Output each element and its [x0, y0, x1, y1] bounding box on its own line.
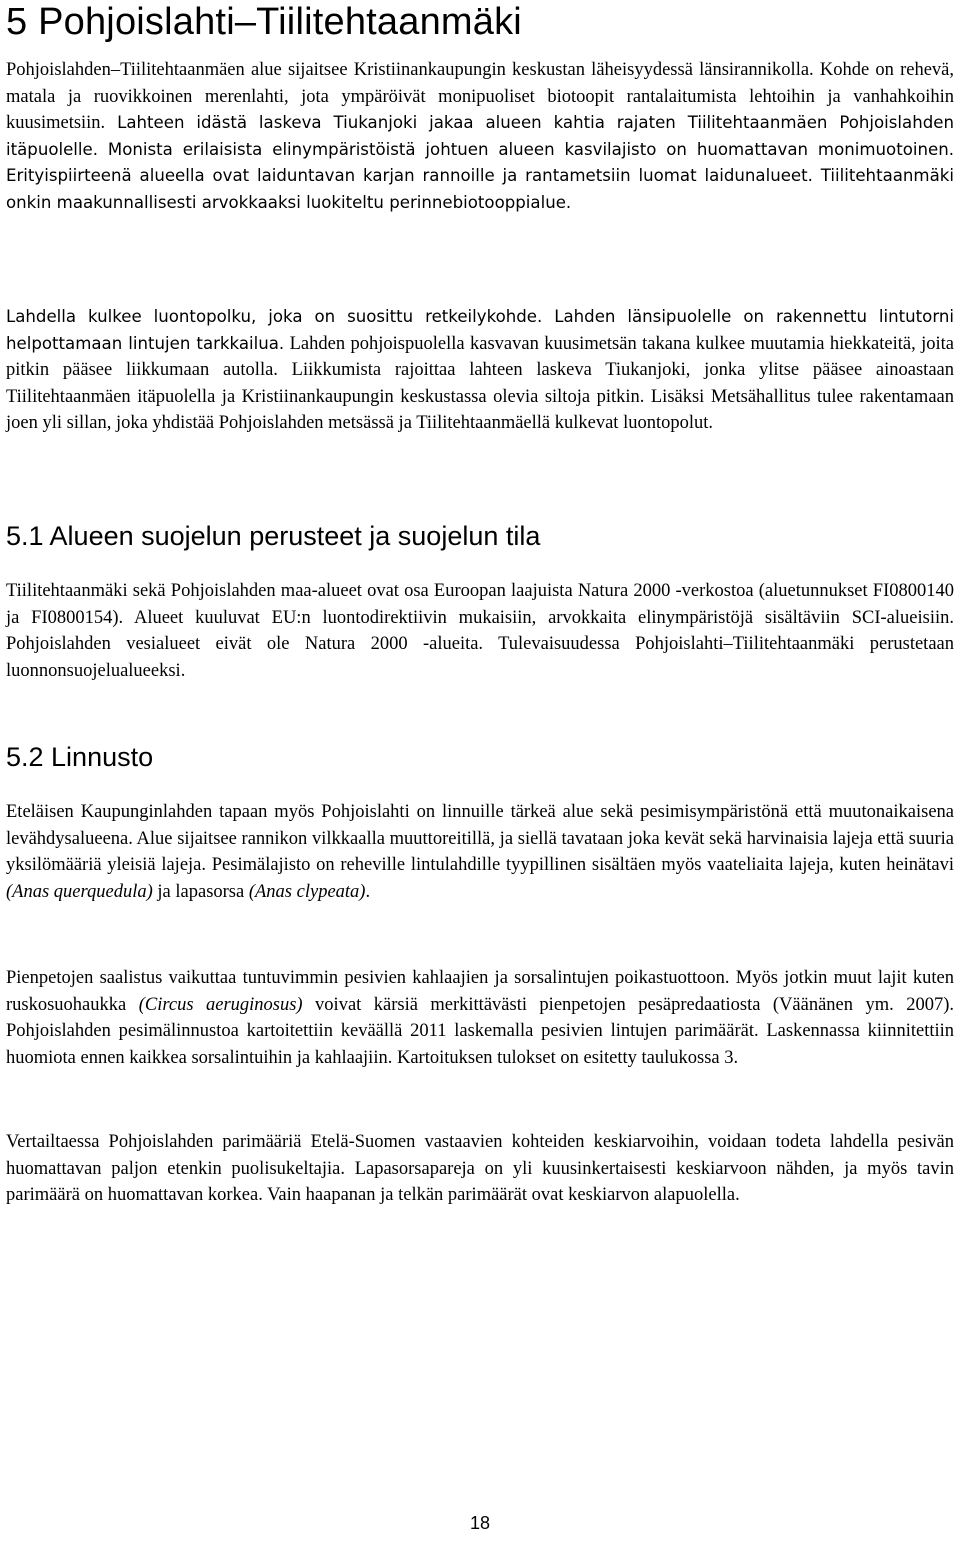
species-name-marsh-harrier: (Circus aeruginosus) — [138, 994, 303, 1015]
birdlife-paragraph — [6, 799, 954, 905]
intro-sentence-sans: Lahteen idästä laskeva Tiukanjoki jakaa alueen kahtia rajaten Tiilitehtaanmäen Pohjoislahden itäpuolelle. Monista erilaisista elinympäristöistä johtuen alueen kasvilajisto on huomattavan monimuotoinen. Erityispiirteenä alueella ovat laiduntavan karjan rannoille ja rantametsiin luomat laidunalueet. Tiilitehtaanmäki onkin maakunnallisesti arvokkaaksi luokiteltu perinnebiotooppialue. — [6, 113, 954, 212]
intro-paragraph — [6, 57, 954, 217]
page-title: 5 Pohjoislahti–Tiilitehtaanmäki — [6, 1, 522, 43]
species-name-shoveler: (Anas clypeata) — [248, 881, 366, 902]
predation-text: Pienpetojen saalistus vaikuttaa tuntuvimmin pesivien kahlaajien ja sorsalintujen poikastuottoon. Myös jotkin muut lajit kuten ruskosuohaukka — [6, 968, 954, 1015]
nature-trail-sentence-sans: Lahdella kulkee luontopolku, joka on suosittu retkeilykohde. Lahden länsipuolelle on rakennettu lintutorni helpottamaan lintujen tarkkailua. — [6, 307, 954, 353]
species-name-garganey: (Anas querquedula) — [6, 881, 153, 902]
birdlife-text-mid: ja lapasorsa — [152, 881, 249, 902]
protection-paragraph: Tiilitehtaanmäki sekä Pohjoislahden maa-alueet ovat osa Euroopan laajuista Natura 2000 -verkostoa (aluetunnukset FI0800140 ja FI0800154). Alueet kuuluvat EU:n luontodirektiivin mukaisiin, arvokkaita elinympäristöjä sisältäviin SCI-alueisiin. Pohjoislahden vesialueet eivät ole Natura 2000 -alueita. Tulevaisuudessa Pohjoislahti–Tiilitehtaanmäki perustetaan luonnonsuojelualueeksi. — [6, 581, 954, 681]
nature-trail-sentence-serif: Lahden pohjoispuolella kasvavan kuusimetsän takana kulkee muutamia hiekkateitä, joita pitkin pääsee liikkumaan autolla. Liikkumista rajoittaa lahteen laskeva Tiukanjoki, jonka ylitse pääsee ainoastaan Tiilitehtaanmäen itäpuolella ja Kristiinankaupungin keskustassa olevia siltoja pitkin. Lisäksi Metsähallitus tulee rakentamaan joen yli sillan, joka yhdistää Pohjoislahden metsässä ja Tiilitehtaanmäellä kulkevat luontopolut. — [6, 333, 954, 434]
intro-sentence-serif: Pohjoislahden–Tiilitehtaanmäen alue sijaitsee Kristiinankaupungin keskustan läheisyydessä länsirannikolla. Kohde on rehevä, matala ja ruovikkoinen merenlahti, jota ympäröivät monipuoliset biotoopit rantalaitumista lehtoihin ja vanhahkoihin kuusimetsiin. — [6, 60, 954, 134]
predation-text-rest: voivat kärsiä merkittävästi pienpetojen pesäpredaatiosta (Väänänen ym. 2007). Pohjoislahden pesimälinnustoa kartoitettiin keväällä 2011 laskemalla pesivien lintujen parimäärät. Laskennassa kiinnitettiin huomiota ennen kaikkea sorsalintuihin ja kahlaajiin. Kartoituksen tulokset on esitetty taulukossa 3. — [6, 994, 954, 1068]
birdlife-text-end: . — [365, 881, 371, 902]
birdlife-text: Eteläisen Kaupunginlahden tapaan myös Pohjoislahti on linnuille tärkeä alue sekä pesimisympäristönä että muutonaikaisena levähdysalueena. Alue sijaitsee rannikon vilkkaalla muuttoreitillä, ja siellä tavataan joka kevät sekä harvinaisia lajeja että suuria yksilömääriä yleisiä lajeja. Pesimälajisto on reheville lintulahdille tyypillinen sisältäen myös vaateliaita lajeja, kuten heinätavi — [6, 802, 954, 876]
comparison-paragraph: Vertailtaessa Pohjoislahden parimääriä Etelä-Suomen vastaavien kohteiden keskiarvoihin, voidaan todeta lahdella pesivän huomattavan paljon etenkin puolisukeltajia. Lapasorsapareja on yli kuusinkertaisesti keskiarvoon nähden, ja myös tavin parimäärä on huomattavan korkea. Vain haapanan ja telkän parimäärät ovat keskiarvon alapuolella. — [6, 1132, 954, 1206]
page-number: 18 — [469, 1513, 491, 1533]
section-heading-5-1: 5.1 Alueen suojelun perusteet ja suojelun tila — [6, 521, 541, 551]
predation-paragraph — [6, 965, 954, 1071]
section-heading-5-2: 5.2 Linnusto — [6, 742, 154, 772]
nature-trail-paragraph — [6, 304, 954, 437]
